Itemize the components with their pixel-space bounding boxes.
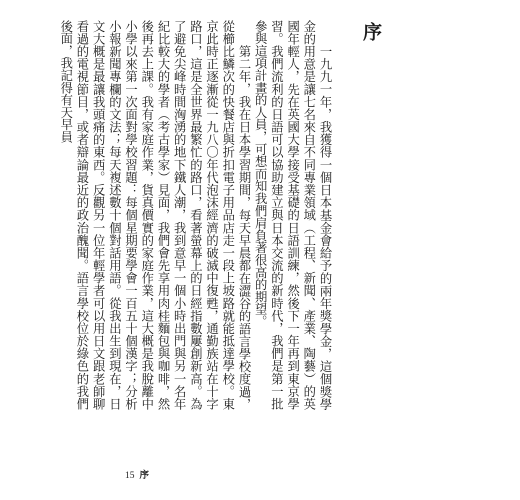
paragraph: 第二年，我在日本學習期間，每天早晨都在澀谷的語言學校度過，從櫛比鱗次的快餐店與折扣電子用品店走一段上坡路就能抵達學校。東京此時正逐漸從一九八〇年代泡沫經濟的破滅中復甦，通勤族站在十字路口，這是全世界最繁忙的路口，看著螢幕上的日經指數屢創新高。為了避免尖峰時間洶湧的地下鐵人潮，我到意早一個小時出門與另一名年紀比較大的學者（考古學家）見面，我們會先享用肉桂麵包與咖啡，然後再去上課。我有家庭作業，貨真價實的家庭作業，這大概是我脫離中小學以來第一次面對學校習題：每個星期要學會一百五十個漢字；分析小報新聞專欄的文法；每天複述數十個對話用語。從我出生到現在，日文大概是最讓我頭痛的東西。反觀另一位年輕學者可以用日文跟老師聊看過的電視節目，或者辯論最近的政治醜聞。語言學校位於綠色的我們後面，我記得有天早員	[58, 20, 251, 410]
page-heading: 序	[360, 22, 382, 41]
page-number: 15	[125, 471, 135, 481]
body-text	[58, 20, 333, 410]
running-title: 序	[139, 470, 150, 481]
paragraph: 一九九一年，我獲得一個日本基金會給予的兩年獎學金，這個獎學金的用意是讓七名來自不同專業領域（工程、新聞、產業、陶藝）的英國年輕人，先在英國大學接受基礎的日語訓練，然後下一年再到東京學習。我們流利的日語可以協助建立與日本交流的新時代，我們是第一批參與這項計畫的人員，可想而知我們肩負著很高的期望。	[253, 20, 332, 410]
page-footer	[125, 467, 149, 481]
